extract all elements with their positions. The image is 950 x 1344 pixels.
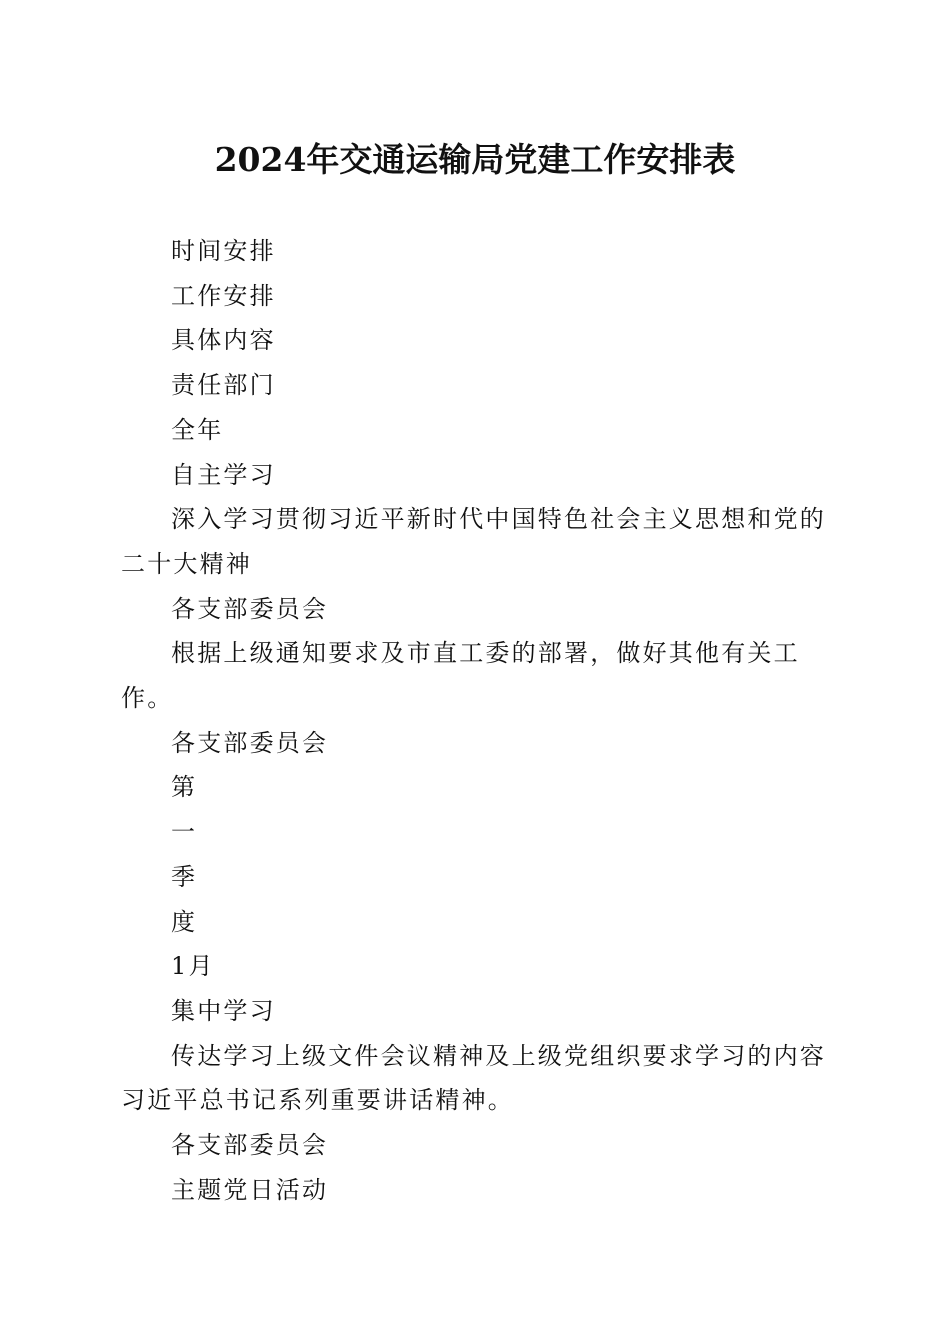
paragraph: 各支部委员会	[171, 594, 329, 623]
paragraph: 自主学习	[171, 460, 276, 489]
paragraph: 具体内容	[171, 326, 276, 355]
paragraph: 责任部门	[171, 371, 276, 400]
paragraph: 季	[171, 862, 198, 891]
paragraph: 时间安排	[171, 237, 276, 265]
paragraph: 一	[171, 818, 198, 847]
paragraph: 1月	[171, 952, 215, 981]
paragraph: 深入学习贯彻习近平新时代中国特色社会主义思想和党的二十大精神	[121, 505, 826, 578]
document-title: 2024年交通运输局党建工作安排表	[214, 140, 736, 179]
paragraph: 根据上级通知要求及市直工委的部署，做好其他有关工作。	[121, 639, 800, 713]
paragraph: 各支部委员会	[171, 728, 329, 757]
document-body	[121, 229, 826, 1212]
paragraph: 工作安排	[171, 281, 276, 310]
paragraph: 传达学习上级文件会议精神及上级党组织要求学习的内容习近平总书记系列重要讲话精神。	[121, 1041, 826, 1115]
paragraph: 第	[171, 773, 198, 802]
paragraph: 全年	[171, 415, 224, 444]
paragraph: 主题党日活动	[171, 1175, 329, 1204]
paragraph: 各支部委员会	[171, 1131, 329, 1160]
paragraph: 度	[171, 907, 198, 936]
paragraph: 集中学习	[171, 996, 276, 1025]
